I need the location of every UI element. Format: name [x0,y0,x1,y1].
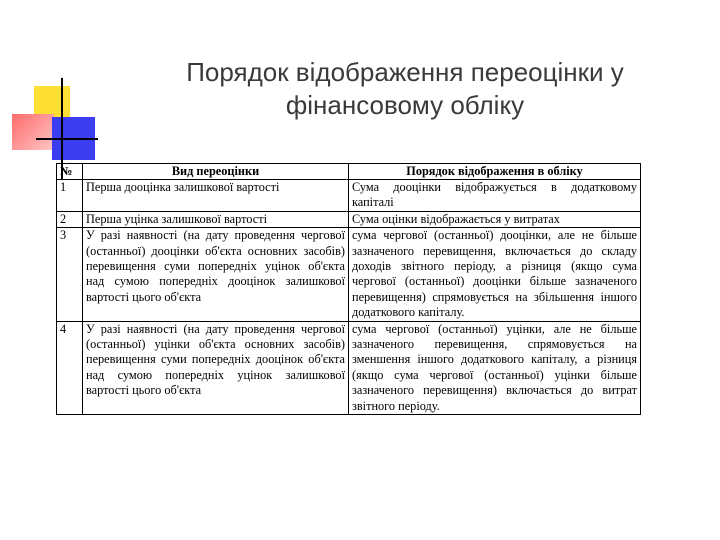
title-line-2: фінансовому обліку [285,90,525,120]
row-revaluation-type: Перша дооцінка залишкової вартості [83,180,349,212]
row-number: 1 [57,180,83,212]
table-row [57,228,641,321]
row-number: 4 [57,321,83,414]
header-number: № [57,164,83,180]
header-accounting-order: Порядок відображення в обліку [349,164,641,180]
table-row [57,211,641,227]
decor-red-square [12,114,54,150]
decor-horizontal-line [36,138,98,140]
row-accounting-order: Сума дооцінки відображується в додатковому капіталі [349,180,641,212]
row-accounting-order: сума чергової (останньої) дооцінки, але не більше зазначеного перевищення, включається до складу доходів звітного періоду, а різниця (якщо сума чергової (останньої) дооцінки більше зазначеного перевищення) спрямовується на збільшення іншого додаткового капіталу. [349,228,641,321]
title-line-1: Порядок відображення переоцінки у [186,57,624,87]
row-number: 2 [57,211,83,227]
row-accounting-order: Сума оцінки відображається у витратах [349,211,641,227]
row-number: 3 [57,228,83,321]
slide-title [115,56,695,122]
table-row [57,180,641,212]
row-revaluation-type: У разі наявності (на дату проведення чергової (останньої) дооцінки об'єкта основних засобів) перевищення суми попередніх уцінок об'єкта над сумою попередніх дооцінок залишкової вартості цього об'єкта [83,228,349,321]
row-revaluation-type: Перша уцінка залишкової вартості [83,211,349,227]
header-revaluation-type: Вид переоцінки [83,164,349,180]
row-revaluation-type: У разі наявності (на дату проведення чергової (останньої) уцінки об'єкта основних засобів) перевищення суми попередніх дооцінок об'єкта над сумою попередніх уцінок залишкової вартості цього об'єкта [83,321,349,414]
table-row [57,321,641,414]
table-header-row [57,164,641,180]
revaluation-table [56,163,641,415]
row-accounting-order: сума чергової (останньої) уцінки, але не більше зазначеного перевищення, спрямовується на зменшення іншого додаткового капіталу, а різниця (якщо сума чергової (останньої) уцінки більше зазначеного перевищення) включається до витрат звітного періоду. [349,321,641,414]
